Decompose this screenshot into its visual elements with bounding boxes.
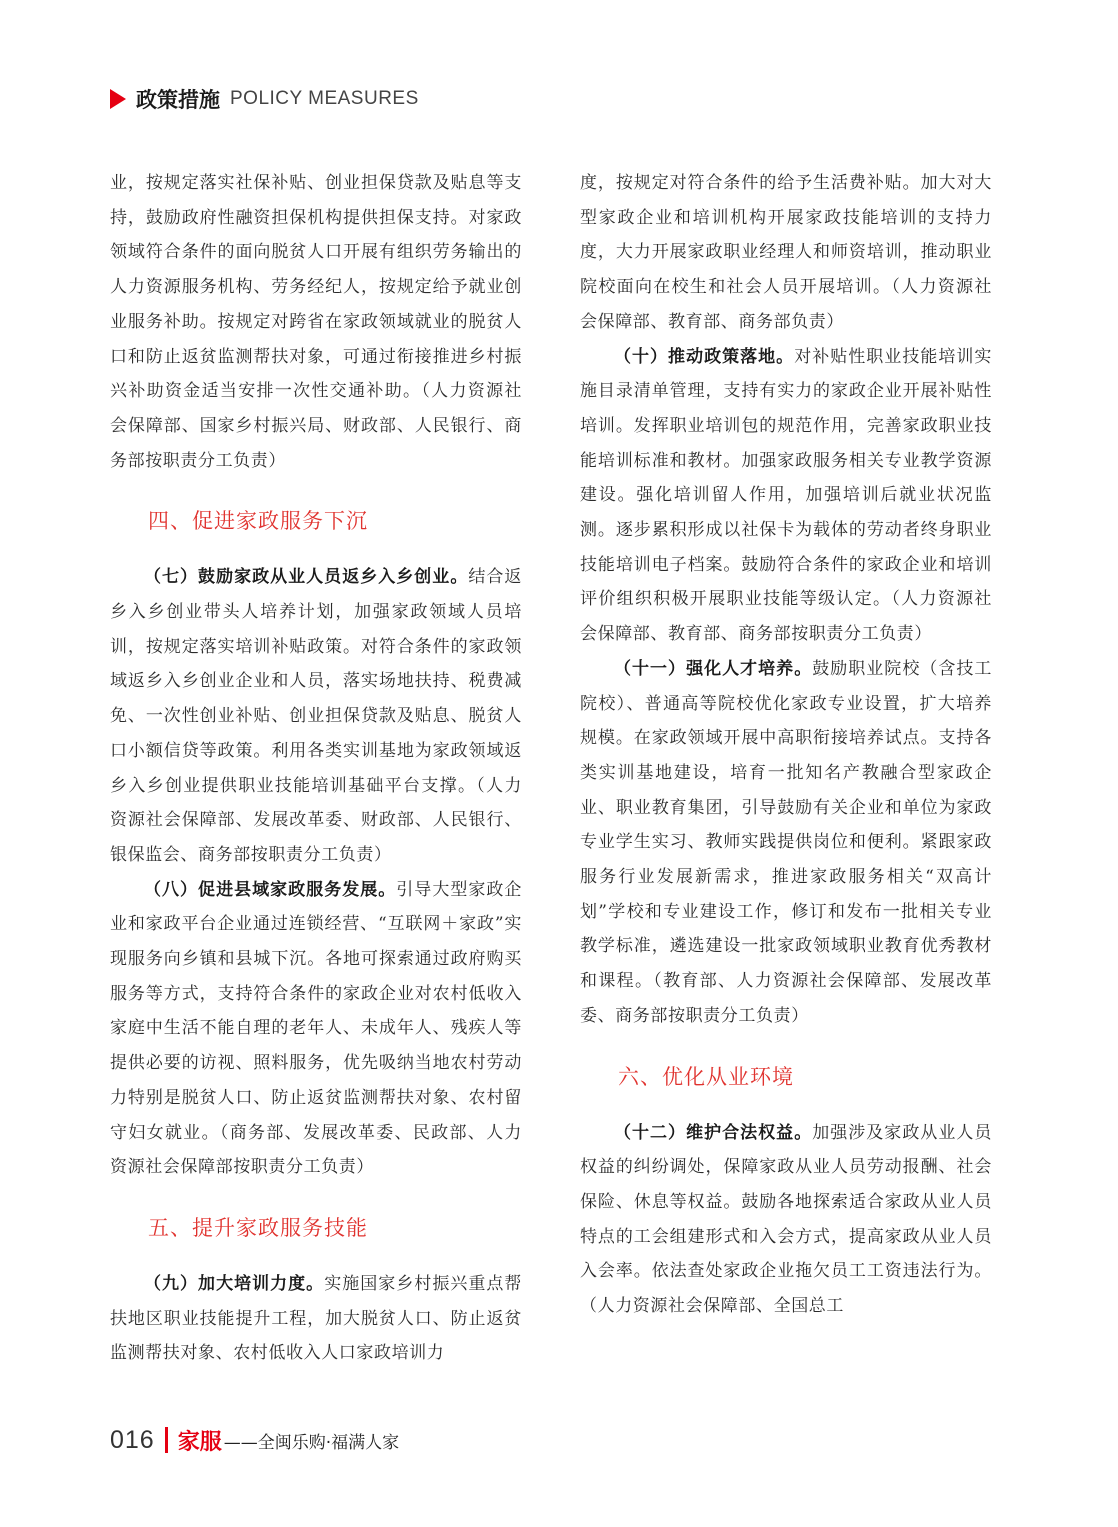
heading-section-4: 四、促进家政服务下沉 — [148, 509, 368, 534]
left-paragraph-continuation: 业，按规定落实社保补贴、创业担保贷款及贴息等支持，鼓励政府性融资担保机构提供担保支持。对家政领域符合条件的面向脱贫人口开展有组织劳务输出的人力资源服务机构、劳务经纪人，按规定给予就业创业服务补助。按规定对跨省在家政领域就业的脱贫人口和防止返贫监测帮扶对象，可通过衔接推进乡村振兴补助资金适当安排一次性交通补助。（人力资源社会保障部、国家乡村振兴局、财政部、人民银行、商务部按职责分工负责） — [110, 173, 522, 471]
play-arrow-icon — [110, 89, 126, 109]
right-paragraph-continuation: 度，按规定对符合条件的给予生活费补贴。加大对大型家政企业和培训机构开展家政技能培训的支持力度，大力开展家政职业经理人和师资培训，推动职业院校面向在校生和社会人员开展培训。（人力资源社会保障部、教育部、商务部负责） — [580, 173, 992, 332]
item-7-lead: （七）鼓励家政从业人员返乡入乡创业。 — [144, 567, 469, 588]
paragraph-item-11 — [580, 652, 992, 1034]
page-number: 016 — [110, 1425, 155, 1454]
footer-tagline: ——全闽乐购·福满人家 — [223, 1432, 400, 1453]
page-footer — [110, 1422, 399, 1458]
section-header — [110, 84, 419, 114]
section-title-en: POLICY MEASURES — [230, 88, 419, 109]
right-column — [580, 166, 992, 1324]
footer-divider — [165, 1427, 168, 1453]
heading-section-6: 六、优化从业环境 — [618, 1064, 794, 1089]
footer-brand: 家服 — [177, 1429, 222, 1455]
paragraph-item-12 — [580, 1116, 992, 1324]
item-11-body: 鼓励职业院校（含技工院校）、普通高等院校优化家政专业设置，扩大培养规模。在家政领域开展中高职衔接培养试点。支持各类实训基地建设，培育一批知名产教融合型家政企业、职业教育集团，引导鼓励有关企业和单位为家政专业学生实习、教师实践提供岗位和便利。紧跟家政服务行业发展新需求，推进家政服务相关“双高计划”学校和专业建设工作，修订和发布一批相关专业教学标准，遴选建设一批家政领域职业教育优秀教材和课程。（教育部、人力资源社会保障部、发展改革委、商务部按职责分工负责） — [580, 658, 992, 1026]
item-12-lead: （十二）维护合法权益。 — [614, 1122, 813, 1143]
item-10-lead: （十）推动政策落地。 — [614, 346, 795, 367]
item-9-lead: （九）加大培训力度。 — [144, 1273, 325, 1294]
item-8-lead: （八）促进县域家政服务发展。 — [144, 879, 397, 900]
paragraph-item-9 — [110, 1267, 522, 1371]
item-11-lead: （十一）强化人才培养。 — [614, 658, 813, 679]
paragraph-item-8 — [110, 873, 522, 1185]
item-8-body: 引导大型家政企业和家政平台企业通过连锁经营、“互联网＋家政”实现服务向乡镇和县城下沉。各地可探索通过政府购买服务等方式，支持符合条件的家政企业对农村低收入家庭中生活不能自理的老年人、未成年人、残疾人等提供必要的访视、照料服务，优先吸纳当地农村劳动力特别是脱贫人口、防止返贫监测帮扶对象、农村留守妇女就业。（商务部、发展改革委、民政部、人力资源社会保障部按职责分工负责） — [110, 879, 522, 1178]
section-title-zh: 政策措施 — [136, 88, 220, 112]
heading-section-5: 五、提升家政服务技能 — [148, 1215, 368, 1240]
left-column — [110, 166, 522, 1371]
paragraph-item-7 — [110, 560, 522, 872]
item-12-body: 加强涉及家政从业人员权益的纠纷调处，保障家政从业人员劳动报酬、社会保险、休息等权益。鼓励各地探索适合家政从业人员特点的工会组建形式和入会方式，提高家政从业人员入会率。依法查处家政企业拖欠员工工资违法行为。（人力资源社会保障部、全国总工 — [580, 1122, 992, 1317]
item-9-body: 实施国家乡村振兴重点帮扶地区职业技能提升工程，加大脱贫人口、防止返贫监测帮扶对象、农村低收入人口家政培训力 — [110, 1273, 522, 1364]
paragraph-item-10 — [580, 340, 992, 652]
item-10-body: 对补贴性职业技能培训实施目录清单管理，支持有实力的家政企业开展补贴性培训。发挥职业培训包的规范作用，完善家政职业技能培训标准和教材。加强家政服务相关专业教学资源建设。强化培训留人作用，加强培训后就业状况监测。逐步累积形成以社保卡为载体的劳动者终身职业技能培训电子档案。鼓励符合条件的家政企业和培训评价组织积极开展职业技能等级认定。（人力资源社会保障部、教育部、商务部按职责分工负责） — [580, 346, 992, 645]
item-7-body: 结合返乡入乡创业带头人培养计划，加强家政领域人员培训，按规定落实培训补贴政策。对符合条件的家政领域返乡入乡创业企业和人员，落实场地扶持、税费减免、一次性创业补贴、创业担保贷款及贴息、脱贫人口小额信贷等政策。利用各类实训基地为家政领域返乡入乡创业提供职业技能培训基础平台支撑。（人力资源社会保障部、发展改革委、财政部、人民银行、银保监会、商务部按职责分工负责） — [110, 567, 522, 865]
